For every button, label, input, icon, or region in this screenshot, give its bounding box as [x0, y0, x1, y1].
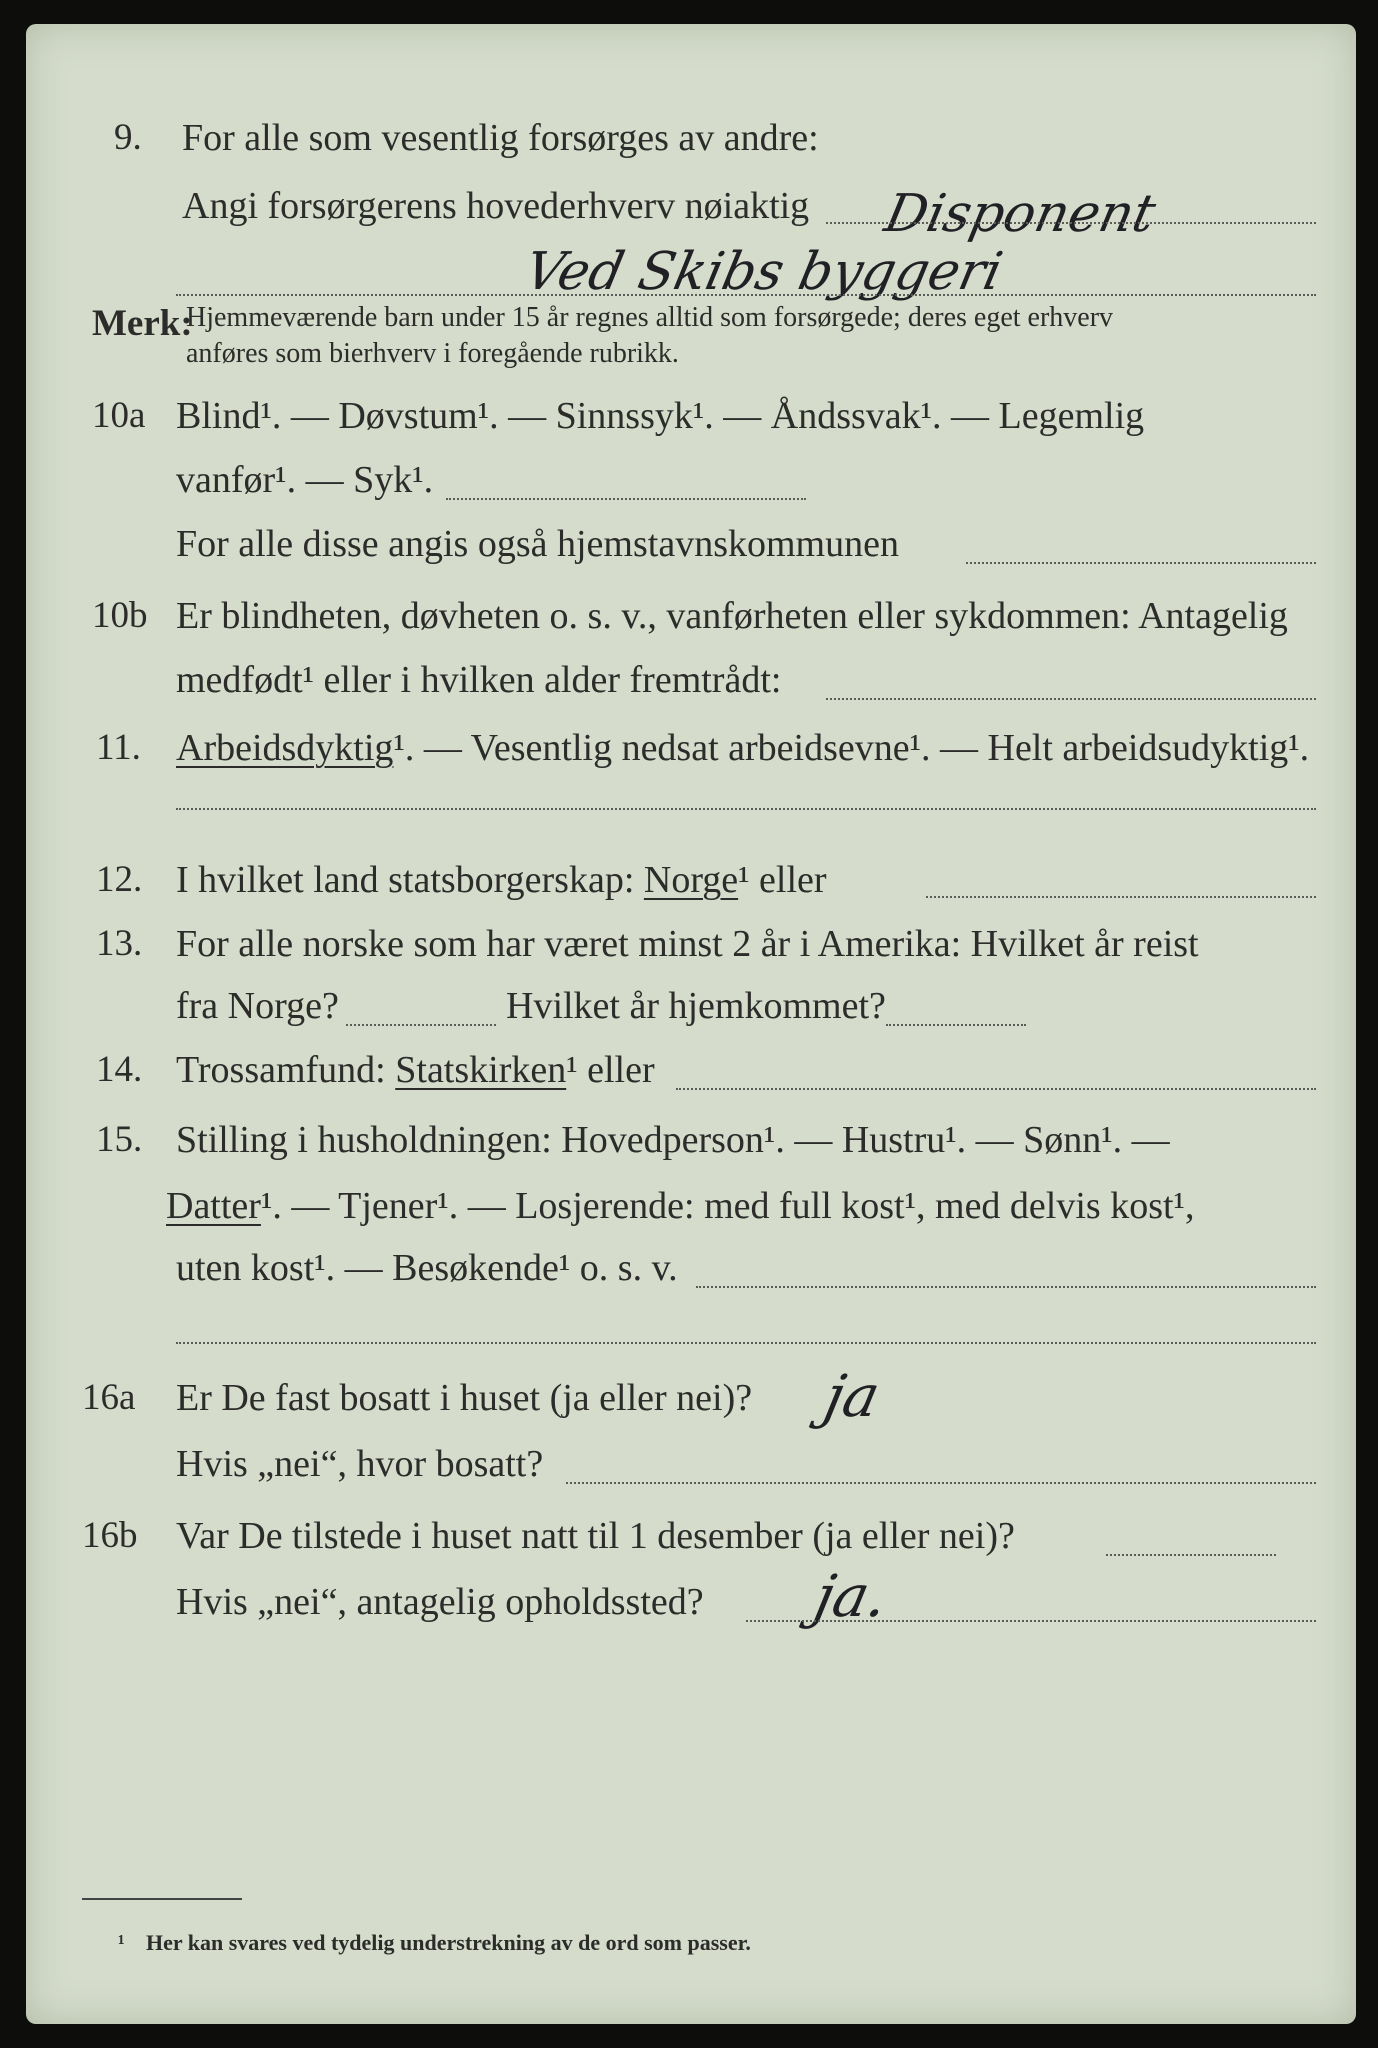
q16a-answer-line — [566, 1482, 1316, 1484]
q16b-answer-line-1 — [1106, 1554, 1276, 1556]
q13-reist: fra Norge? — [176, 985, 339, 1027]
merk-text-2: anføres som bierhverv i foregående rubrikk. — [186, 338, 679, 369]
q9-instruction: Angi forsørgerens hovederhverv nøiaktig — [182, 185, 810, 227]
q9-answer-line-2 — [176, 294, 1316, 296]
q10a-options-2: vanfør¹. — Syk¹. — [176, 459, 434, 501]
merk-label: Merk: — [92, 303, 193, 344]
q16a-number: 16a — [82, 1377, 136, 1418]
q14-answer-line — [676, 1088, 1316, 1090]
q9-answer-line — [826, 222, 1316, 224]
q12-number: 12. — [96, 859, 143, 900]
q13-number: 13. — [96, 923, 143, 964]
q14-question — [176, 1048, 655, 1092]
q11-options — [176, 726, 1309, 770]
q16b-answer-line-2 — [746, 1620, 1316, 1622]
q16b-opholdssted: Hvis „nei“, antagelig opholdssted? — [176, 1581, 704, 1623]
q10b-question: Er blindheten, døvheten o. s. v., vanførheten eller sykdommen: Antagelig — [176, 595, 1288, 637]
q15-answer-line-2 — [176, 1342, 1316, 1344]
q15-number: 15. — [96, 1119, 143, 1160]
q15-options-3: uten kost¹. — Besøkende¹ o. s. v. — [176, 1247, 678, 1289]
q12-suffix: ¹ eller — [738, 859, 827, 901]
q10a-hjemstavn: For alle disse angis også hjemstavnskommunen — [176, 523, 899, 565]
q15-options-1: Stilling i husholdningen: Hovedperson¹. — Hustru¹. — Sønn¹. — — [176, 1119, 1170, 1161]
q16a-question: Er De fast bosatt i huset (ja eller nei)? — [176, 1377, 753, 1419]
q13-hjemkommet: Hvilket år hjemkommet? — [506, 985, 886, 1027]
q12-option-norge: Norge — [643, 859, 739, 901]
q13-hjemkommet-line — [886, 1024, 1026, 1026]
q12-prefix: I hvilket land statsborgerskap: — [176, 859, 635, 901]
q10b-question-2: medfødt¹ eller i hvilken alder fremtrådt: — [176, 659, 782, 701]
q14-prefix: Trossamfund: — [176, 1049, 386, 1091]
q15-options-2 — [166, 1184, 1194, 1228]
q13-reist-line — [346, 1024, 496, 1026]
q11-rest: ¹. — Vesentlig nedsat arbeidsevne¹. — Helt arbeidsudyktig¹. — [393, 727, 1310, 769]
q11-option-arbeidsdyktig: Arbeidsdyktig — [176, 727, 394, 769]
q16a-answer: ja — [818, 1362, 886, 1430]
q9-number: 9. — [114, 117, 142, 158]
q15-answer-line — [696, 1286, 1316, 1288]
q11-answer-line — [176, 808, 1316, 810]
q11-number: 11. — [96, 727, 141, 768]
q12-answer-line — [926, 896, 1316, 898]
footnote-mark: ¹ — [118, 1930, 125, 1955]
q9-text: For alle som vesentlig forsørges av andre: — [182, 117, 819, 159]
q9-answer-business: Ved Skibs byggeri — [519, 242, 1008, 302]
q10b-answer-line — [826, 698, 1316, 700]
q9-answer-occupation: Disponent — [879, 184, 1161, 244]
census-form-page — [26, 24, 1356, 2024]
footnote-rule — [82, 1898, 242, 1900]
q10a-answer-line — [446, 498, 806, 500]
q10a-options: Blind¹. — Døvstum¹. — Sinnssyk¹. — Åndssvak¹. — Legemlig — [176, 395, 1145, 437]
q16b-question: Var De tilstede i huset natt til 1 desember (ja eller nei)? — [176, 1515, 1015, 1557]
q10a-hjemstavn-line — [966, 562, 1316, 564]
q12-question — [176, 858, 827, 902]
q16b-answer: ja. — [808, 1562, 895, 1630]
q10b-number: 10b — [92, 595, 148, 636]
q13-question: For alle norske som har været minst 2 år i Amerika: Hvilket år reist — [176, 923, 1199, 965]
q14-suffix: ¹ eller — [566, 1049, 655, 1091]
merk-text-1: Hjemmeværende barn under 15 år regnes alltid som forsørgede; deres eget erhverv — [186, 302, 1114, 333]
q15-rest: ¹. — Tjener¹. — Losjerende: med full kost¹, med delvis kost¹, — [260, 1185, 1195, 1227]
q15-option-datter: Datter — [166, 1185, 261, 1227]
q14-option-statskirken: Statskirken — [395, 1049, 567, 1091]
q16a-bosatt: Hvis „nei“, hvor bosatt? — [176, 1443, 544, 1485]
footnote-text: Her kan svares ved tydelig understrekning av de ord som passer. — [146, 1930, 751, 1955]
q14-number: 14. — [96, 1049, 143, 1090]
q16b-number: 16b — [82, 1515, 138, 1556]
q10a-number: 10a — [92, 395, 146, 436]
